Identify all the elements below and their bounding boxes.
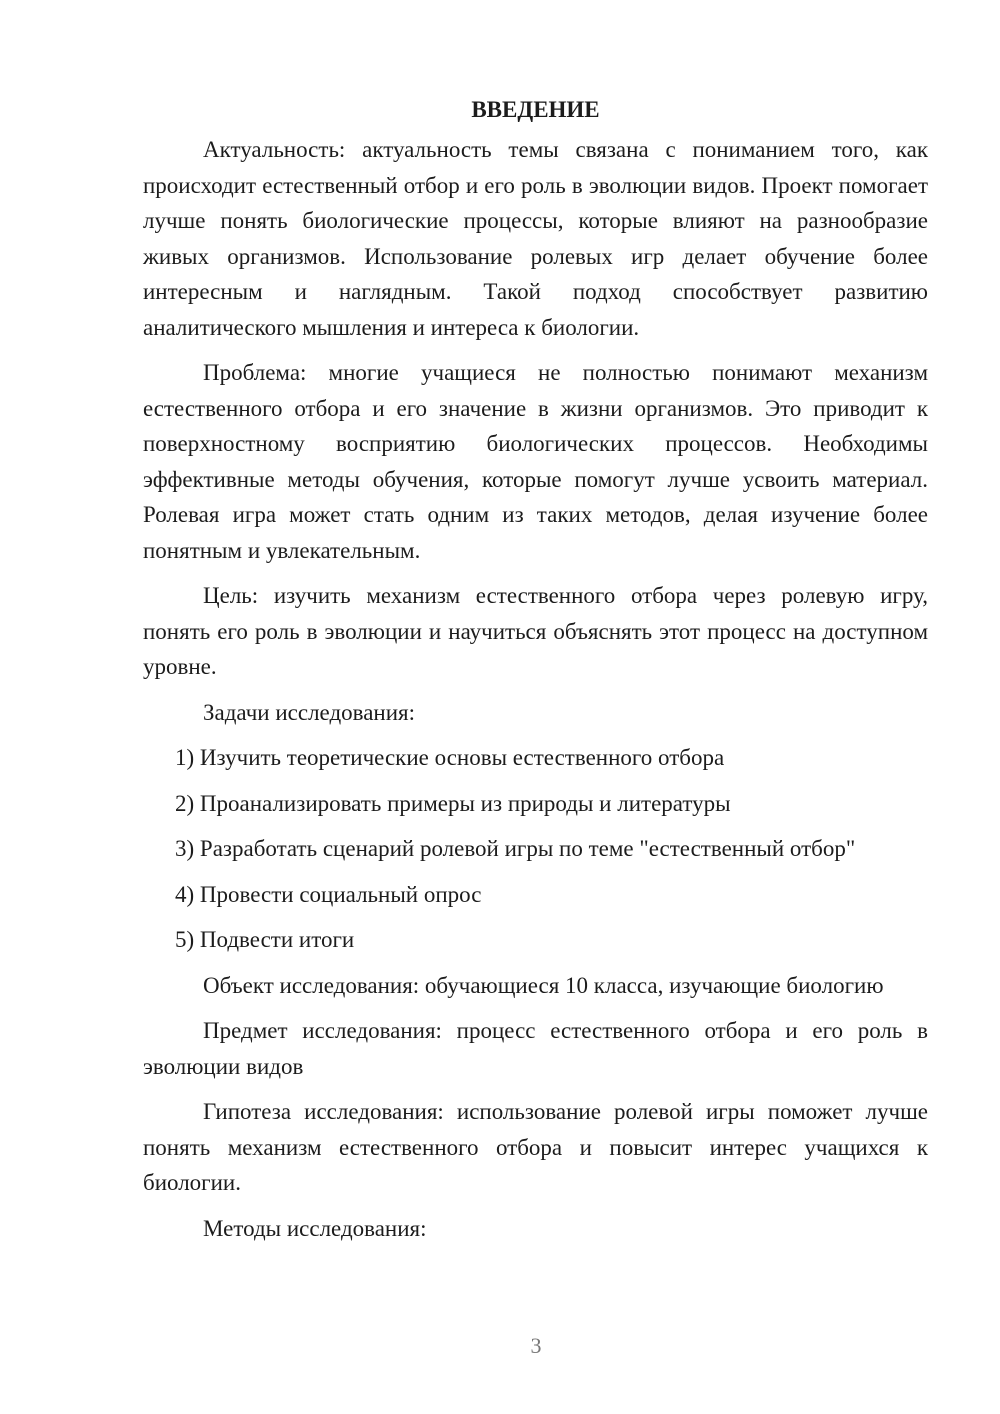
hypothesis-paragraph: Гипотеза исследования: использование ролевой игры поможет лучше понять механизм естественного отбора и повысит интерес учащихся к биологии. [143,1099,928,1195]
list-item: 4) Провести социальный опрос [175,881,482,907]
list-item: 2) Проанализировать примеры из природы и литературы [175,790,731,816]
list-item: 3) Разработать сценарий ролевой игры по теме "естественный отбор" [175,836,856,861]
methods-heading: Методы исследования: [203,1215,427,1241]
list-item: 1) Изучить теоретические основы естественного отбора [175,745,725,770]
tasks-heading: Задачи исследования: [203,699,416,725]
tasks-list [143,740,928,958]
page-title: ВВЕДЕНИЕ [471,97,600,122]
goal-paragraph: Цель: изучить механизм естественного отбора через ролевую игру, понять его роль в эволюции и научиться объяснять этот процесс на доступном уровне. [143,583,928,679]
list-item: 5) Подвести итоги [175,927,355,952]
page-number: 3 [530,1333,542,1358]
problem-paragraph: Проблема: многие учащиеся не полностью понимают механизм естественного отбора и его значение в жизни организмов. Это приводит к поверхностному восприятию биологических процессов. Необходимы эффективные методы обучения, которые помогут лучше усвоить материал. Ролевая игра может стать одним из таких методов, делая изучение более понятным и увлекательным. [143,360,928,563]
subject-paragraph: Предмет исследования: процесс естественного отбора и его роль в эволюции видов [143,1018,928,1079]
relevance-paragraph: Актуальность: актуальность темы связана с пониманием того, как происходит естественный отбор и его роль в эволюции видов. Проект помогает лучше понять биологические процессы, которые влияют на разнообразие живых организмов. Использование ролевых игр делает обучение более интересным и наглядным. Такой подход способствует развитию аналитического мышления и интереса к биологии. [143,137,928,340]
page-content [143,92,928,1246]
object-paragraph: Объект исследования: обучающиеся 10 класса, изучающие биологию [203,972,884,998]
